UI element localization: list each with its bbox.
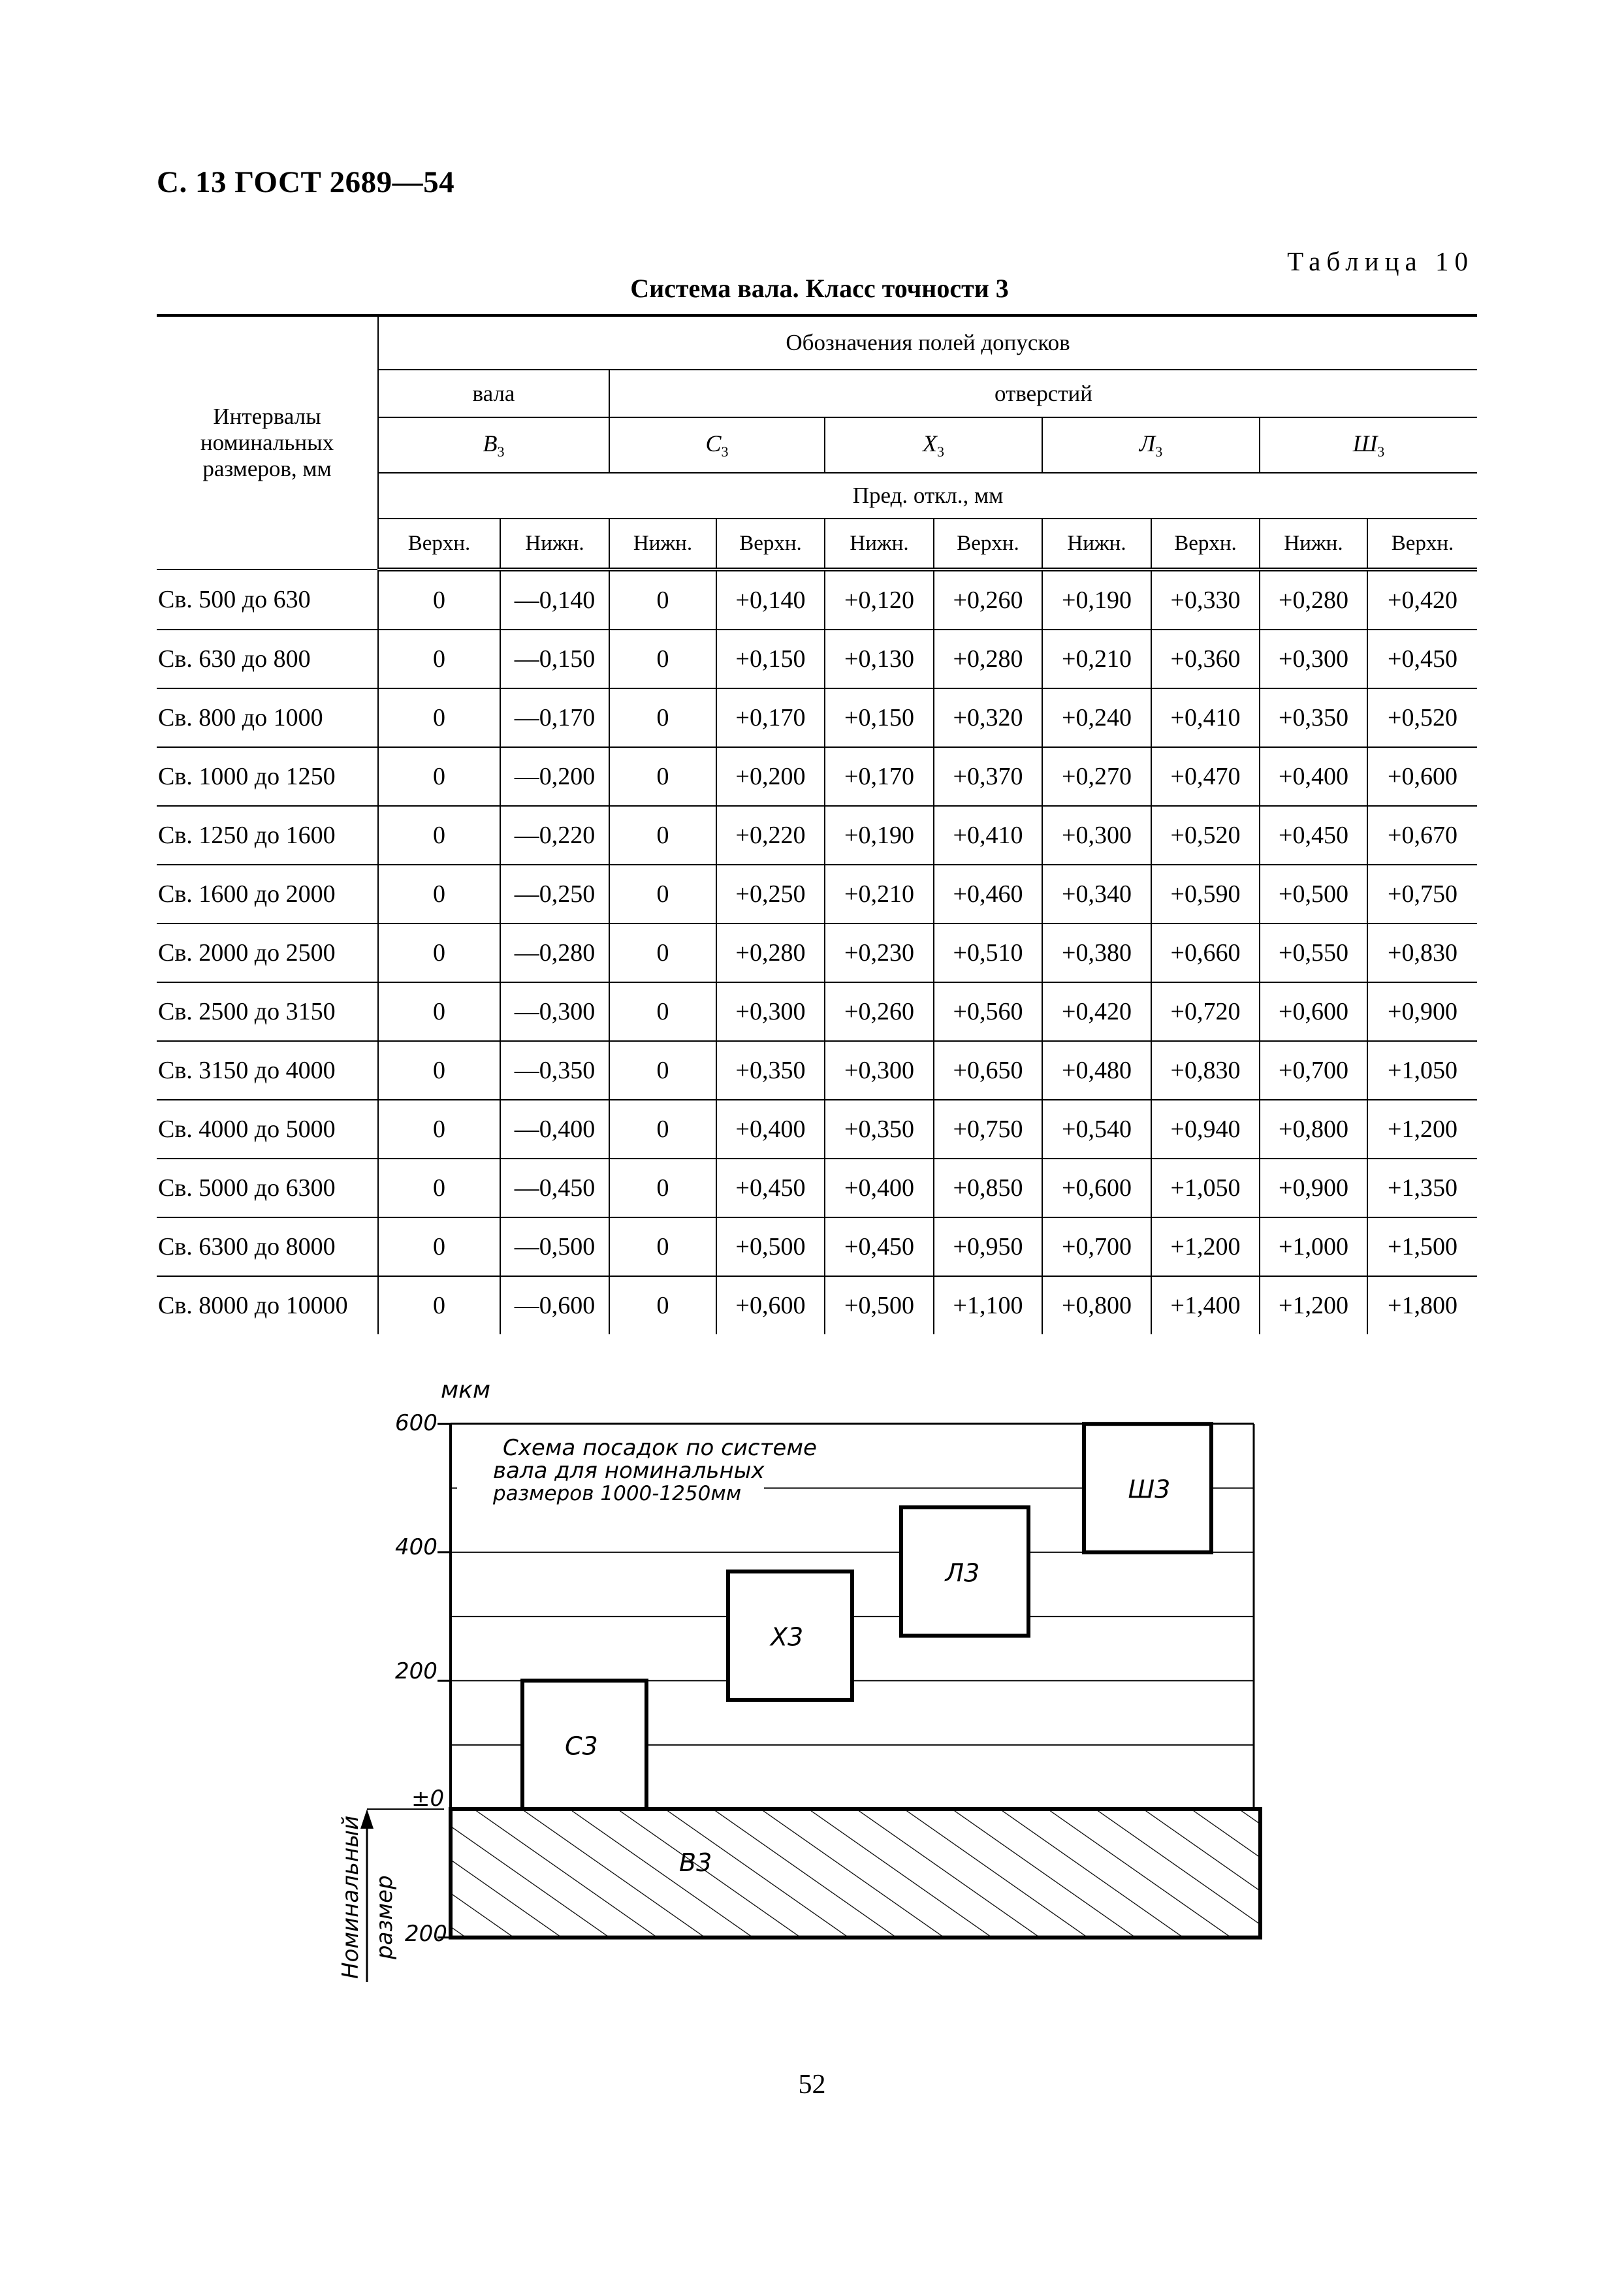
table-cell: +0,410	[1151, 688, 1260, 747]
table-cell: +0,660	[1151, 923, 1260, 982]
caption-line-3: размеров 1000-1250мм	[493, 1482, 742, 1505]
fit-scheme-diagram	[326, 1372, 1280, 1992]
table-cell: 0	[609, 1100, 716, 1159]
table-cell: +0,140	[716, 570, 825, 630]
col-label: Нижн.	[1260, 519, 1367, 570]
tolerance-table	[157, 314, 1477, 1334]
table-cell: +0,220	[716, 806, 825, 865]
table-cell: +0,210	[1042, 630, 1151, 688]
table-cell: +0,300	[1260, 630, 1367, 688]
table-cell: +0,150	[716, 630, 825, 688]
table-cell: +1,200	[1367, 1100, 1477, 1159]
field-label: Х3	[771, 1622, 804, 1652]
row-interval: Св. 4000 до 5000	[157, 1100, 378, 1159]
table-cell: +0,650	[934, 1041, 1042, 1100]
col-label: Нижн.	[500, 519, 609, 570]
table-cell: +1,400	[1151, 1276, 1260, 1334]
table-cell: +1,500	[1367, 1217, 1477, 1276]
table-cell: —0,350	[500, 1041, 609, 1100]
table-cell: +0,410	[934, 806, 1042, 865]
table-cell: +0,240	[1042, 688, 1151, 747]
row-interval: Св. 2000 до 2500	[157, 923, 378, 982]
table-cell: 0	[609, 923, 716, 982]
table-cell: +1,000	[1260, 1217, 1367, 1276]
table-cell: +1,050	[1151, 1159, 1260, 1217]
row-interval: Св. 5000 до 6300	[157, 1159, 378, 1217]
table-cell: 0	[609, 688, 716, 747]
table-cell: +0,450	[825, 1217, 934, 1276]
table-cell: +1,200	[1151, 1217, 1260, 1276]
table-cell: 0	[609, 1276, 716, 1334]
table-cell: 0	[378, 1217, 500, 1276]
table-cell: —0,220	[500, 806, 609, 865]
table-cell: 0	[378, 747, 500, 806]
table-cell: 0	[609, 630, 716, 688]
table-row	[157, 982, 1477, 1041]
table-row	[157, 1276, 1477, 1334]
col-label: Нижн.	[825, 519, 934, 570]
table-cell: +0,600	[716, 1276, 825, 1334]
field-label: Л3	[945, 1558, 980, 1588]
y-label-zero: ±0	[411, 1786, 445, 1812]
row-interval: Св. 1600 до 2000	[157, 865, 378, 923]
row-interval: Св. 1000 до 1250	[157, 747, 378, 806]
table-cell: +0,940	[1151, 1100, 1260, 1159]
table-cell: 0	[378, 865, 500, 923]
symbol-sh3: $Ш_3$	[1260, 417, 1477, 473]
table-cell: +0,340	[1042, 865, 1151, 923]
row-interval: Св. 500 до 630	[157, 570, 378, 630]
table-row	[157, 688, 1477, 747]
table-row	[157, 1217, 1477, 1276]
table-cell: 0	[378, 982, 500, 1041]
table-row	[157, 570, 1477, 630]
table-cell: +0,370	[934, 747, 1042, 806]
y-label-neg200: 200	[405, 1921, 447, 1947]
table-cell: +0,700	[1042, 1217, 1151, 1276]
table-cell: +0,210	[825, 865, 934, 923]
table-cell: +0,380	[1042, 923, 1151, 982]
y-label-200: 200	[395, 1658, 438, 1684]
table-cell: +0,600	[1042, 1159, 1151, 1217]
table-cell: 0	[378, 923, 500, 982]
table-title: Система вала. Класс точности 3	[630, 274, 1009, 303]
deviation-header: Пред. откл., мм	[378, 473, 1477, 519]
page-header: С. 13 ГОСТ 2689—54	[157, 165, 455, 199]
table-cell: +0,510	[934, 923, 1042, 982]
table-cell: +0,120	[825, 570, 934, 630]
nominal-label-2: размер	[372, 1875, 398, 1959]
table-cell: +0,170	[825, 747, 934, 806]
table-cell: +0,550	[1260, 923, 1367, 982]
table-cell: +0,850	[934, 1159, 1042, 1217]
table-cell: +0,250	[716, 865, 825, 923]
col-label: Верхн.	[1151, 519, 1260, 570]
table-cell: —0,140	[500, 570, 609, 630]
table-cell: +0,130	[825, 630, 934, 688]
table-cell: +0,350	[825, 1100, 934, 1159]
field-label-b3: В3	[679, 1848, 712, 1877]
table-cell: +0,540	[1042, 1100, 1151, 1159]
table-cell: 0	[609, 865, 716, 923]
table-cell: +0,350	[716, 1041, 825, 1100]
table-cell: +0,500	[1260, 865, 1367, 923]
table-row	[157, 923, 1477, 982]
table-cell: +0,420	[1367, 570, 1477, 630]
table-cell: +0,830	[1151, 1041, 1260, 1100]
table-row	[157, 1041, 1477, 1100]
table-cell: —0,250	[500, 865, 609, 923]
table-cell: +0,470	[1151, 747, 1260, 806]
table-cell: +0,520	[1151, 806, 1260, 865]
table-cell: +0,400	[716, 1100, 825, 1159]
row-interval: Св. 1250 до 1600	[157, 806, 378, 865]
table-cell: +0,750	[934, 1100, 1042, 1159]
table-cell: —0,280	[500, 923, 609, 982]
table-cell: +0,420	[1042, 982, 1151, 1041]
table-cell: —0,300	[500, 982, 609, 1041]
table-cell: +0,330	[1151, 570, 1260, 630]
table-cell: 0	[609, 1159, 716, 1217]
table-cell: +0,350	[1260, 688, 1367, 747]
table-cell: 0	[378, 1041, 500, 1100]
table-cell: +0,450	[1260, 806, 1367, 865]
table-cell: +0,750	[1367, 865, 1477, 923]
col-label: Нижн.	[1042, 519, 1151, 570]
table-cell: 0	[609, 1041, 716, 1100]
row-interval: Св. 8000 до 10000	[158, 1292, 348, 1319]
table-cell: —0,500	[500, 1217, 609, 1276]
table-cell: +0,500	[825, 1276, 934, 1334]
table-cell: +0,150	[825, 688, 934, 747]
page-number: 52	[798, 2070, 826, 2100]
table-cell: 0	[378, 570, 500, 630]
table-cell: 0	[609, 982, 716, 1041]
table-cell: +1,800	[1367, 1276, 1477, 1334]
table-cell: +0,320	[934, 688, 1042, 747]
table-cell: +0,280	[1260, 570, 1367, 630]
table-number: Таблица 10	[1287, 246, 1474, 276]
shaft-header: вала	[378, 370, 609, 417]
table-cell: +0,600	[1260, 982, 1367, 1041]
table-cell: +0,450	[716, 1159, 825, 1217]
table-cell: +0,950	[934, 1217, 1042, 1276]
table-cell: +0,360	[1151, 630, 1260, 688]
field-b3-zone	[451, 1809, 1260, 1938]
table-cell: —0,150	[500, 630, 609, 688]
table-cell: +0,230	[825, 923, 934, 982]
row-interval: Св. 3150 до 4000	[157, 1041, 378, 1100]
field-label: Ш3	[1128, 1475, 1171, 1504]
table-cell: 0	[609, 1217, 716, 1276]
symbol-c3: $С_3$	[609, 417, 825, 473]
table-cell: 0	[609, 747, 716, 806]
row-interval: Св. 630 до 800	[157, 630, 378, 688]
table-cell: +0,800	[1260, 1100, 1367, 1159]
fields-header: Обозначения полей допусков	[378, 315, 1477, 370]
caption-line-1: Схема посадок по системе	[503, 1435, 817, 1461]
table-cell: +0,520	[1367, 688, 1477, 747]
table-cell: +0,260	[934, 570, 1042, 630]
table-cell: 0	[378, 1276, 500, 1334]
y-label-400: 400	[395, 1534, 438, 1560]
table-cell: —0,450	[500, 1159, 609, 1217]
table-cell: +0,590	[1151, 865, 1260, 923]
table-cell: +0,450	[1367, 630, 1477, 688]
table-cell: +1,350	[1367, 1159, 1477, 1217]
table-cell: 0	[609, 570, 716, 630]
table-cell: +0,300	[1042, 806, 1151, 865]
col-label: Верхн.	[378, 519, 500, 570]
table-cell: +0,900	[1260, 1159, 1367, 1217]
symbol-l3: $Л_3$	[1042, 417, 1260, 473]
symbol-x3: $Х_3$	[825, 417, 1042, 473]
table-cell: +0,280	[934, 630, 1042, 688]
symbol-b3: $В_3$	[378, 417, 609, 473]
col-label: Верхн.	[934, 519, 1042, 570]
table-cell: +0,170	[716, 688, 825, 747]
table-cell: +0,280	[716, 923, 825, 982]
caption-line-2: вала для номинальных	[493, 1458, 765, 1484]
table-cell: +0,560	[934, 982, 1042, 1041]
table-cell: 0	[609, 806, 716, 865]
table-cell: +0,400	[1260, 747, 1367, 806]
unit-label: мкм	[441, 1377, 491, 1404]
table-cell: 0	[378, 806, 500, 865]
table-cell: +0,270	[1042, 747, 1151, 806]
col-label: Верхн.	[716, 519, 825, 570]
interval-header: Интервалы номинальных размеров, мм	[157, 315, 378, 570]
table-cell: —0,170	[500, 688, 609, 747]
table-cell: 0	[378, 1100, 500, 1159]
table-cell: +0,800	[1042, 1276, 1151, 1334]
table-cell: +0,200	[716, 747, 825, 806]
table-row	[157, 1159, 1477, 1217]
field-label: С3	[565, 1731, 598, 1761]
table-cell: +0,670	[1367, 806, 1477, 865]
col-label: Нижн.	[609, 519, 716, 570]
table-cell: +0,900	[1367, 982, 1477, 1041]
table-cell: 0	[378, 630, 500, 688]
table-cell: +0,190	[825, 806, 934, 865]
y-label-600: 600	[395, 1410, 438, 1436]
table-cell: +0,480	[1042, 1041, 1151, 1100]
hole-header: отверстий	[609, 370, 1477, 417]
table-cell: 0	[378, 1159, 500, 1217]
row-interval: Св. 800 до 1000	[157, 688, 378, 747]
table-cell: +0,300	[716, 982, 825, 1041]
table-cell: +0,500	[716, 1217, 825, 1276]
nominal-label-1: Номинальный	[338, 1815, 364, 1979]
table-row	[157, 630, 1477, 688]
table-row	[157, 747, 1477, 806]
table-cell: +0,600	[1367, 747, 1477, 806]
row-interval: Св. 6300 до 8000	[157, 1217, 378, 1276]
table-row	[157, 1100, 1477, 1159]
table-cell: —0,600	[500, 1276, 609, 1334]
table-cell: +0,190	[1042, 570, 1151, 630]
table-cell: 0	[378, 688, 500, 747]
table-cell: +0,400	[825, 1159, 934, 1217]
col-label: Верхн.	[1367, 519, 1477, 570]
table-cell: +0,460	[934, 865, 1042, 923]
table-cell: +1,200	[1260, 1276, 1367, 1334]
table-row	[157, 865, 1477, 923]
table-cell: +0,830	[1367, 923, 1477, 982]
row-interval: Св. 2500 до 3150	[157, 982, 378, 1041]
table-cell: +1,050	[1367, 1041, 1477, 1100]
table-cell: +0,720	[1151, 982, 1260, 1041]
table-cell: +1,100	[934, 1276, 1042, 1334]
table-cell: —0,200	[500, 747, 609, 806]
table-cell: —0,400	[500, 1100, 609, 1159]
table-cell: +0,700	[1260, 1041, 1367, 1100]
table-cell: +0,260	[825, 982, 934, 1041]
table-cell: +0,300	[825, 1041, 934, 1100]
table-row	[157, 806, 1477, 865]
